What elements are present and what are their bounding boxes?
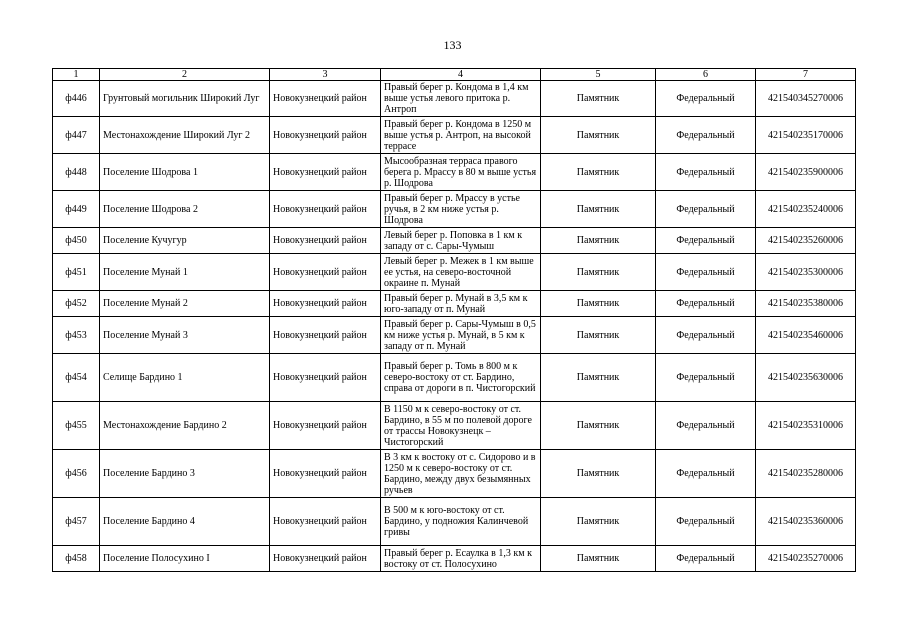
registry-code-cell: 421540235360006: [756, 498, 856, 546]
registry-code-cell: 421540235240006: [756, 191, 856, 228]
row-number-cell: ф450: [53, 228, 100, 254]
protection-category-cell: Федеральный: [656, 450, 756, 498]
table-row: [53, 228, 856, 254]
heritage-registry-table: [52, 68, 856, 572]
table-row: [53, 317, 856, 354]
protection-category-cell: Федеральный: [656, 228, 756, 254]
table-row: [53, 450, 856, 498]
district-cell: Новокузнецкий район: [270, 117, 381, 154]
registry-code-cell: 421540235270006: [756, 546, 856, 572]
table-row: [53, 81, 856, 117]
location-cell: Правый берег р. Кондома в 1,4 км выше устья левого притока р. Антроп: [381, 81, 541, 117]
location-cell: Правый берег р. Мунай в 3,5 км к юго-западу от п. Мунай: [381, 291, 541, 317]
site-name-cell: Поселение Кучугур: [100, 228, 270, 254]
district-cell: Новокузнецкий район: [270, 450, 381, 498]
registry-code-cell: 421540235170006: [756, 117, 856, 154]
location-cell: Правый берег р. Сары-Чумыш в 0,5 км ниже устья р. Мунай, в 5 км к западу от п. Мунай: [381, 317, 541, 354]
header-cell: 3: [270, 69, 381, 81]
location-cell: Правый берег р. Томь в 800 м к северо-востоку от ст. Бардино, справа от дороги в п. Чистогорский: [381, 354, 541, 402]
location-cell: В 500 м к юго-востоку от ст. Бардино, у подножия Калинчевой гривы: [381, 498, 541, 546]
table-row: [53, 354, 856, 402]
location-cell: Левый берег р. Межек в 1 км выше ее устья, на северо-восточной окраине п. Мунай: [381, 254, 541, 291]
district-cell: Новокузнецкий район: [270, 254, 381, 291]
registry-code-cell: 421540235460006: [756, 317, 856, 354]
registry-code-cell: 421540235630006: [756, 354, 856, 402]
header-row: [53, 69, 856, 81]
table-row: [53, 402, 856, 450]
location-cell: Мысообразная терраса правого берега р. Мрассу в 80 м выше устья р. Шодрова: [381, 154, 541, 191]
district-cell: Новокузнецкий район: [270, 228, 381, 254]
district-cell: Новокузнецкий район: [270, 291, 381, 317]
row-number-cell: ф447: [53, 117, 100, 154]
site-name-cell: Поселение Бардино 4: [100, 498, 270, 546]
protection-category-cell: Федеральный: [656, 402, 756, 450]
object-type-cell: Памятник: [541, 546, 656, 572]
table-row: [53, 154, 856, 191]
row-number-cell: ф454: [53, 354, 100, 402]
page-number: 133: [443, 38, 462, 52]
location-cell: В 3 км к востоку от с. Сидорово и в 1250 м к северо-востоку от ст. Бардино, между двух безымянных ручьев: [381, 450, 541, 498]
row-number-cell: ф457: [53, 498, 100, 546]
site-name-cell: Поселение Полосухино I: [100, 546, 270, 572]
object-type-cell: Памятник: [541, 498, 656, 546]
site-name-cell: Селище Бардино 1: [100, 354, 270, 402]
object-type-cell: Памятник: [541, 450, 656, 498]
location-cell: Правый берег р. Мрассу в устье ручья, в 2 км ниже устья р. Шодрова: [381, 191, 541, 228]
object-type-cell: Памятник: [541, 402, 656, 450]
row-number-cell: ф452: [53, 291, 100, 317]
object-type-cell: Памятник: [541, 228, 656, 254]
site-name-cell: Поселение Шодрова 2: [100, 191, 270, 228]
protection-category-cell: Федеральный: [656, 354, 756, 402]
district-cell: Новокузнецкий район: [270, 191, 381, 228]
header-cell: 5: [541, 69, 656, 81]
object-type-cell: Памятник: [541, 291, 656, 317]
protection-category-cell: Федеральный: [656, 254, 756, 291]
registry-code-cell: 421540235280006: [756, 450, 856, 498]
row-number-cell: ф456: [53, 450, 100, 498]
row-number-cell: ф446: [53, 81, 100, 117]
location-cell: В 1150 м к северо-востоку от ст. Бардино, в 55 м по полевой дороге от трассы Новокузнецк – Чистогорский: [381, 402, 541, 450]
row-number-cell: ф453: [53, 317, 100, 354]
site-name-cell: Местонахождение Широкий Луг 2: [100, 117, 270, 154]
protection-category-cell: Федеральный: [656, 154, 756, 191]
row-number-cell: ф451: [53, 254, 100, 291]
protection-category-cell: Федеральный: [656, 546, 756, 572]
site-name-cell: Поселение Мунай 3: [100, 317, 270, 354]
site-name-cell: Поселение Бардино 3: [100, 450, 270, 498]
object-type-cell: Памятник: [541, 191, 656, 228]
header-cell: 1: [53, 69, 100, 81]
header-cell: 4: [381, 69, 541, 81]
location-cell: Левый берег р. Поповка в 1 км к западу от с. Сары-Чумыш: [381, 228, 541, 254]
location-cell: Правый берег р. Есаулка в 1,3 км к востоку от ст. Полосухино: [381, 546, 541, 572]
district-cell: Новокузнецкий район: [270, 154, 381, 191]
table-row: [53, 498, 856, 546]
protection-category-cell: Федеральный: [656, 117, 756, 154]
district-cell: Новокузнецкий район: [270, 81, 381, 117]
site-name-cell: Местонахождение Бардино 2: [100, 402, 270, 450]
district-cell: Новокузнецкий район: [270, 546, 381, 572]
object-type-cell: Памятник: [541, 81, 656, 117]
registry-code-cell: 421540235310006: [756, 402, 856, 450]
site-name-cell: Поселение Мунай 1: [100, 254, 270, 291]
district-cell: Новокузнецкий район: [270, 498, 381, 546]
object-type-cell: Памятник: [541, 317, 656, 354]
site-name-cell: Грунтовый могильник Широкий Луг: [100, 81, 270, 117]
object-type-cell: Памятник: [541, 354, 656, 402]
row-number-cell: ф458: [53, 546, 100, 572]
table-row: [53, 291, 856, 317]
header-cell: 6: [656, 69, 756, 81]
district-cell: Новокузнецкий район: [270, 402, 381, 450]
object-type-cell: Памятник: [541, 117, 656, 154]
location-cell: Правый берег р. Кондома в 1250 м выше устья р. Антроп, на высокой террасе: [381, 117, 541, 154]
table-row: [53, 191, 856, 228]
district-cell: Новокузнецкий район: [270, 354, 381, 402]
object-type-cell: Памятник: [541, 154, 656, 191]
table-row: [53, 546, 856, 572]
site-name-cell: Поселение Шодрова 1: [100, 154, 270, 191]
table-row: [53, 117, 856, 154]
registry-code-cell: 421540235900006: [756, 154, 856, 191]
registry-code-cell: 421540235380006: [756, 291, 856, 317]
district-cell: Новокузнецкий район: [270, 317, 381, 354]
object-type-cell: Памятник: [541, 254, 656, 291]
row-number-cell: ф448: [53, 154, 100, 191]
registry-code-cell: 421540235260006: [756, 228, 856, 254]
table-row: [53, 254, 856, 291]
row-number-cell: ф449: [53, 191, 100, 228]
registry-code-cell: 421540235300006: [756, 254, 856, 291]
header-cell: 7: [756, 69, 856, 81]
protection-category-cell: Федеральный: [656, 191, 756, 228]
row-number-cell: ф455: [53, 402, 100, 450]
protection-category-cell: Федеральный: [656, 498, 756, 546]
header-cell: 2: [100, 69, 270, 81]
site-name-cell: Поселение Мунай 2: [100, 291, 270, 317]
registry-code-cell: 421540345270006: [756, 81, 856, 117]
protection-category-cell: Федеральный: [656, 81, 756, 117]
protection-category-cell: Федеральный: [656, 291, 756, 317]
protection-category-cell: Федеральный: [656, 317, 756, 354]
